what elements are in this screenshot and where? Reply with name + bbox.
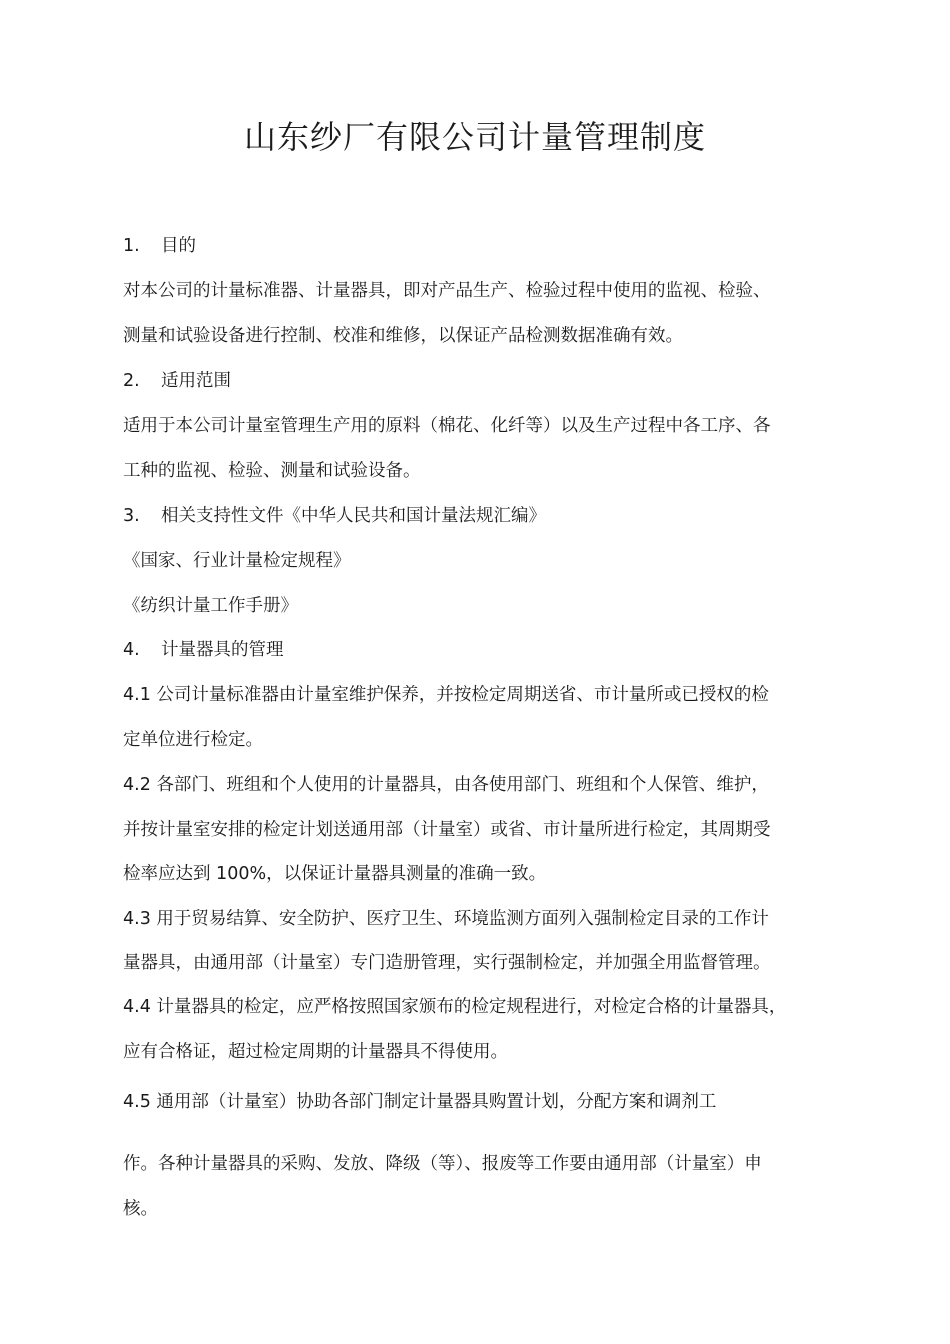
section-heading-4	[123, 636, 284, 664]
paragraph-line: 适用于本公司计量室管理生产用的原料（棉花、化纤等）以及生产过程中各工序、各	[123, 416, 771, 436]
section-heading-text: 适用范围	[161, 371, 231, 391]
paragraph-line: 定单位进行检定。	[123, 730, 263, 750]
reference-document: 《纺织计量工作手册》	[123, 596, 298, 616]
paragraph-line: 4.2 各部门、班组和个人使用的计量器具，由各使用部门、班组和个人保管、维护，	[123, 775, 769, 795]
section-number: 4.	[123, 640, 140, 660]
section-heading-text: 相关支持性文件《中华人民共和国计量法规汇编》	[161, 506, 546, 526]
section-heading-1	[123, 232, 196, 260]
paragraph-line: 检率应达到 100%，以保证计量器具测量的准确一致。	[123, 864, 547, 884]
paragraph-line: 量器具，由通用部（计量室）专门造册管理，实行强制检定，并加强全用监督管理。	[123, 953, 771, 973]
paragraph-line: 4.3 用于贸易结算、安全防护、医疗卫生、环境监测方面列入强制检定目录的工作计	[123, 909, 769, 929]
reference-document: 《国家、行业计量检定规程》	[123, 551, 351, 571]
section-heading-text: 目的	[161, 236, 196, 256]
paragraph-line: 测量和试验设备进行控制、校准和维修，以保证产品检测数据准确有效。	[123, 326, 683, 346]
section-number: 2.	[123, 371, 140, 391]
paragraph-line: 应有合格证，超过检定周期的计量器具不得使用。	[123, 1042, 508, 1062]
paragraph-line: 对本公司的计量标准器、计量器具，即对产品生产、检验过程中使用的监视、检验、	[123, 281, 771, 301]
section-heading-text: 计量器具的管理	[161, 640, 284, 660]
section-heading-2	[123, 367, 231, 395]
section-number: 3.	[123, 506, 140, 526]
paragraph-line: 核。	[123, 1199, 158, 1219]
paragraph-line: 并按计量室安排的检定计划送通用部（计量室）或省、市计量所进行检定，其周期受	[123, 820, 771, 840]
paragraph-line: 作。各种计量器具的采购、发放、降级（等）、报废等工作要由通用部（计量室）申	[123, 1154, 762, 1174]
section-heading-3	[123, 502, 546, 530]
paragraph-line: 4.1 公司计量标准器由计量室维护保养，并按检定周期送省、市计量所或已授权的检	[123, 685, 769, 705]
document-title: 山东纱厂有限公司计量管理制度	[243, 118, 706, 156]
paragraph-line: 4.4 计量器具的检定，应严格按照国家颁布的检定规程进行，对检定合格的计量器具，	[123, 997, 787, 1017]
paragraph-line: 工种的监视、检验、测量和试验设备。	[123, 461, 421, 481]
paragraph-line: 4.5 通用部（计量室）协助各部门制定计量器具购置计划，分配方案和调剂工	[123, 1092, 717, 1112]
section-number: 1.	[123, 236, 140, 256]
